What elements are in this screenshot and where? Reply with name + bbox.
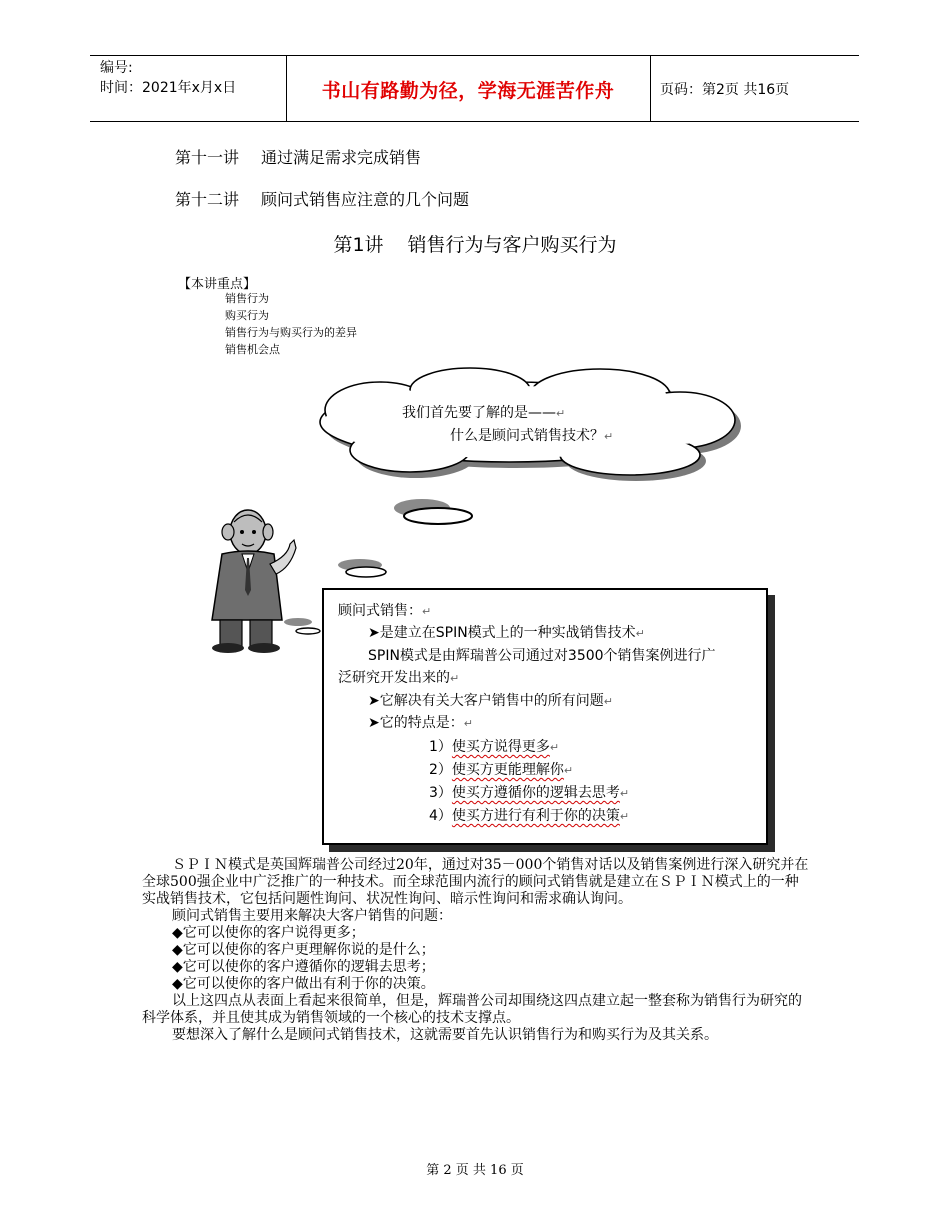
businessman-figure: [212, 510, 296, 653]
arrow-bullet-icon: ➤: [368, 693, 380, 709]
toc-title: 通过满足需求完成销售: [261, 148, 422, 167]
cloud-line-2: 什么是顾问式销售技术？↵: [450, 428, 614, 444]
toc-entry: [175, 145, 421, 168]
thought-bubble: [338, 559, 386, 577]
box-bullet: ➤它的特点是：↵: [368, 715, 473, 731]
feature-item: 2）使买方更能理解你↵: [429, 762, 574, 778]
header-page-info: 页码：第2页 共16页: [660, 82, 790, 98]
body-bullet: ◆它可以使你的客户更理解你说的是什么；: [172, 942, 435, 958]
box-title: 顾问式销售：↵: [338, 603, 432, 619]
toc-entry: [175, 187, 469, 210]
body-paragraph: 要想深入了解什么是顾问式销售技术，这就需要首先认识销售行为和购买行为及其关系。: [172, 1027, 718, 1043]
body-paragraph: 顾问式销售主要用来解决大客户销售的问题：: [172, 908, 452, 924]
key-point-item: 销售机会点: [225, 343, 280, 356]
feature-item: 4）使买方进行有利于你的决策↵: [429, 808, 630, 824]
lecture-num: 第1讲: [333, 234, 384, 256]
body-paragraph: 以上这四点从表面上看起来很简单，但是，辉瑞普公司却围绕这四点建立起一整套称为销售行为研究的科学体系，并且使其成为销售领域的一个核心的技术支撑点。: [142, 993, 802, 1026]
cloud-line-1: 我们首先要了解的是——↵: [402, 405, 566, 421]
arrow-bullet-icon: ➤: [368, 625, 380, 641]
box-spin-line: SPIN模式是由辉瑞普公司通过对3500个销售案例进行广: [368, 648, 716, 664]
body-bullet: ◆它可以使你的客户做出有利于你的决策。: [172, 976, 435, 992]
header-motto: 书山有路勤为径，学海无涯苦作舟: [321, 80, 615, 102]
arrow-bullet-icon: ➤: [368, 715, 380, 731]
key-point-item: 购买行为: [225, 309, 269, 322]
feature-item: 3）使买方遵循你的逻辑去思考↵: [429, 785, 630, 801]
header-top-rule: [90, 55, 859, 56]
body-paragraph: ＳＰＩＮ模式是英国辉瑞普公司经过20年，通过对35－000个销售对话以及销售案例进行深入研究并在全球500强企业中广泛推广的一种技术。而全球范围内流行的顾问式销售就是建立在ＳＰＩＮ模式上的一种实战销售技术，它包括问题性询问、状况性询问、暗示性询问和需求确认询问。: [142, 857, 809, 907]
lecture-title: [0, 230, 950, 257]
page-footer: 第 2 页 共 16 页: [426, 1163, 524, 1178]
box-spin-line: 泛研究开发出来的↵: [338, 670, 460, 686]
toc-title: 顾问式销售应注意的几个问题: [261, 190, 470, 209]
key-point-item: 销售行为与购买行为的差异: [225, 326, 357, 339]
key-point-item: 销售行为: [225, 292, 269, 305]
header-meta: [100, 58, 236, 98]
header-divider: [286, 56, 287, 122]
toc-num: 第十二讲: [175, 190, 240, 209]
body-bullet: ◆它可以使你的客户遵循你的逻辑去思考；: [172, 959, 435, 975]
consultative-selling-box: [322, 588, 768, 845]
lecture-name: 销售行为与客户购买行为: [407, 234, 617, 256]
time-label: 时间：2021年x月x日: [100, 80, 237, 96]
key-points-heading: 【本讲重点】: [178, 277, 257, 292]
header-divider: [650, 56, 651, 122]
body-bullet: ◆它可以使你的客户说得更多；: [172, 925, 365, 941]
number-label: 编号:: [100, 60, 133, 76]
thought-bubble: [284, 618, 320, 634]
body-text: [142, 857, 810, 1044]
thought-bubble: [394, 499, 472, 524]
box-bullet: ➤是建立在SPIN模式上的一种实战销售技术↵: [368, 625, 645, 641]
box-bullet: ➤它解决有关大客户销售中的所有问题↵: [368, 693, 613, 709]
feature-item: 1）使买方说得更多↵: [429, 739, 560, 755]
toc-num: 第十一讲: [175, 148, 240, 167]
header-bottom-rule: [90, 121, 859, 122]
